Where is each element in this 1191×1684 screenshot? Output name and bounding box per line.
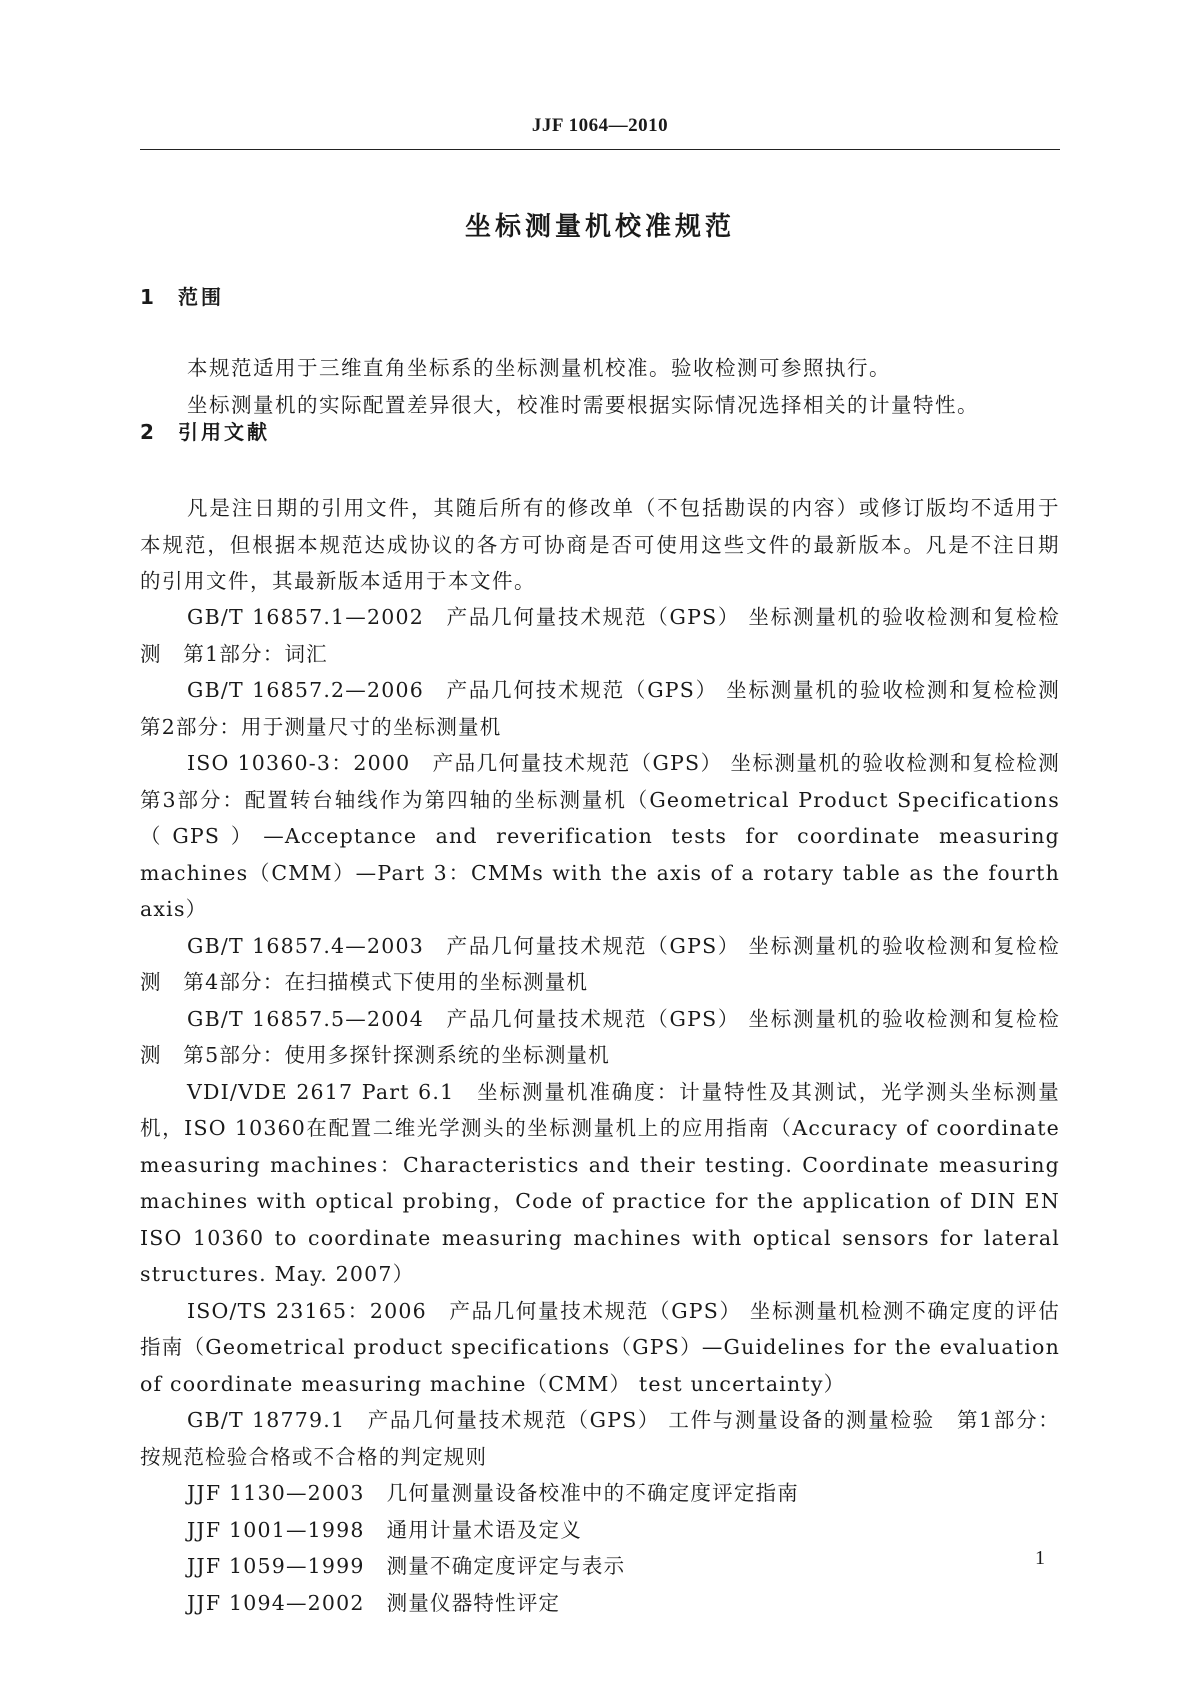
reference-text: 产品几何量技术规范（GPS） 坐标测量机的验收检测和复检检测 第3部分：配置转台轴线作为第四轴的坐标测量机（Geometrical Product Specifications（GPS）—Acceptance and reverification tests for coordinate measuring machines（CMM）—Part 3：CMMs with the axis of a rotary table as the fourth axis） [140,751,1082,921]
document-title: 坐标测量机校准规范 [464,212,735,242]
reference-code: JJF 1094—2002 [187,1590,365,1615]
reference-item [140,745,1082,928]
reference-item [140,1475,1060,1512]
reference-code: GB/T 16857.4—2003 [187,933,424,958]
section-number: 1 [140,285,157,309]
reference-code: VDI/VDE 2617 Part 6.1 [187,1079,455,1104]
reference-item [140,1402,1060,1475]
reference-item [140,1512,1060,1549]
reference-item [140,1585,1060,1622]
paragraph: 坐标测量机的实际配置差异很大，校准时需要根据实际情况选择相关的计量特性。 [187,392,979,417]
page-number: 1 [1035,1547,1045,1569]
reference-code: JJF 1001—1998 [187,1517,365,1542]
section-1-body [140,350,1060,423]
reference-text: 产品几何量技术规范（GPS） 坐标测量机的验收检测和复检检测 第1部分：词汇 [140,605,1060,666]
paragraph: 本规范适用于三维直角坐标系的坐标测量机校准。验收检测可参照执行。 [187,356,891,380]
reference-item [140,599,1060,672]
reference-text: 测量仪器特性评定 [386,1590,561,1615]
section-1-heading [140,281,224,310]
document-code-header: JJF 1064—2010 [531,115,669,136]
section-2-body [140,490,1060,600]
reference-code: GB/T 16857.2—2006 [187,678,424,702]
reference-item [140,1293,1060,1403]
section-2-heading [140,416,270,445]
section-title: 引用文献 [178,420,270,444]
reference-text: 坐标测量机准确度：计量特性及其测试，光学测头坐标测量机，ISO 10360在配置二维光学测头的坐标测量机上的应用指南（Accuracy of coordinate measuring machines：Characteristics and their testing. Coordinate measuring machines with optical probing，Code of practice for the application of DIN EN ISO 10360 to coordinate measuring machines with optical sensors for lateral structures. May. 2007） [140,1079,1061,1286]
reference-text: 产品几何技术规范（GPS） 坐标测量机的验收检测和复检检测 第2部分：用于测量尺寸的坐标测量机 [140,678,1082,739]
reference-code: GB/T 16857.5—2004 [187,1006,424,1031]
section-number: 2 [140,420,157,444]
reference-code: GB/T 18779.1 [187,1408,346,1432]
reference-item [140,1074,1060,1293]
reference-item [140,1001,1060,1074]
reference-text: 通用计量术语及定义 [386,1517,582,1542]
reference-code: JJF 1059—1999 [187,1554,365,1578]
reference-code: JJF 1130—2003 [187,1481,365,1505]
reference-text: 产品几何量技术规范（GPS） 坐标测量机的验收检测和复检检测 第5部分：使用多探针探测系统的坐标测量机 [140,1006,1060,1067]
reference-text: 几何量测量设备校准中的不确定度评定指南 [386,1481,799,1505]
reference-code: ISO/TS 23165：2006 [187,1298,427,1323]
reference-code: GB/T 16857.1—2002 [187,605,424,629]
reference-text: 产品几何量技术规范（GPS） 坐标测量机检测不确定度的评估指南（Geometrical product specifications（GPS）—Guidelines for the evaluation of coordinate measuring machine（CMM） test uncertainty） [140,1298,1061,1396]
reference-list [140,599,1082,1621]
reference-text: 产品几何量技术规范（GPS） 坐标测量机的验收检测和复检检测 第4部分：在扫描模式下使用的坐标测量机 [140,933,1060,994]
reference-text: 测量不确定度评定与表示 [386,1554,626,1578]
section-title: 范围 [178,285,224,309]
reference-text: 产品几何量技术规范（GPS） 工件与测量设备的测量检验 第1部分：按规范检验合格或不合格的判定规则 [140,1408,1060,1469]
reference-item [140,1548,1060,1585]
reference-item [140,672,1082,745]
reference-code: ISO 10360-3：2000 [187,751,411,775]
paragraph: 凡是注日期的引用文件，其随后所有的修改单（不包括勘误的内容）或修订版均不适用于本规范，但根据本规范达成协议的各方可协商是否可使用这些文件的最新版本。凡是不注日期的引用文件，其最新版本适用于本文件。 [140,496,1060,593]
reference-item [140,928,1060,1001]
header-rule [140,149,1060,150]
